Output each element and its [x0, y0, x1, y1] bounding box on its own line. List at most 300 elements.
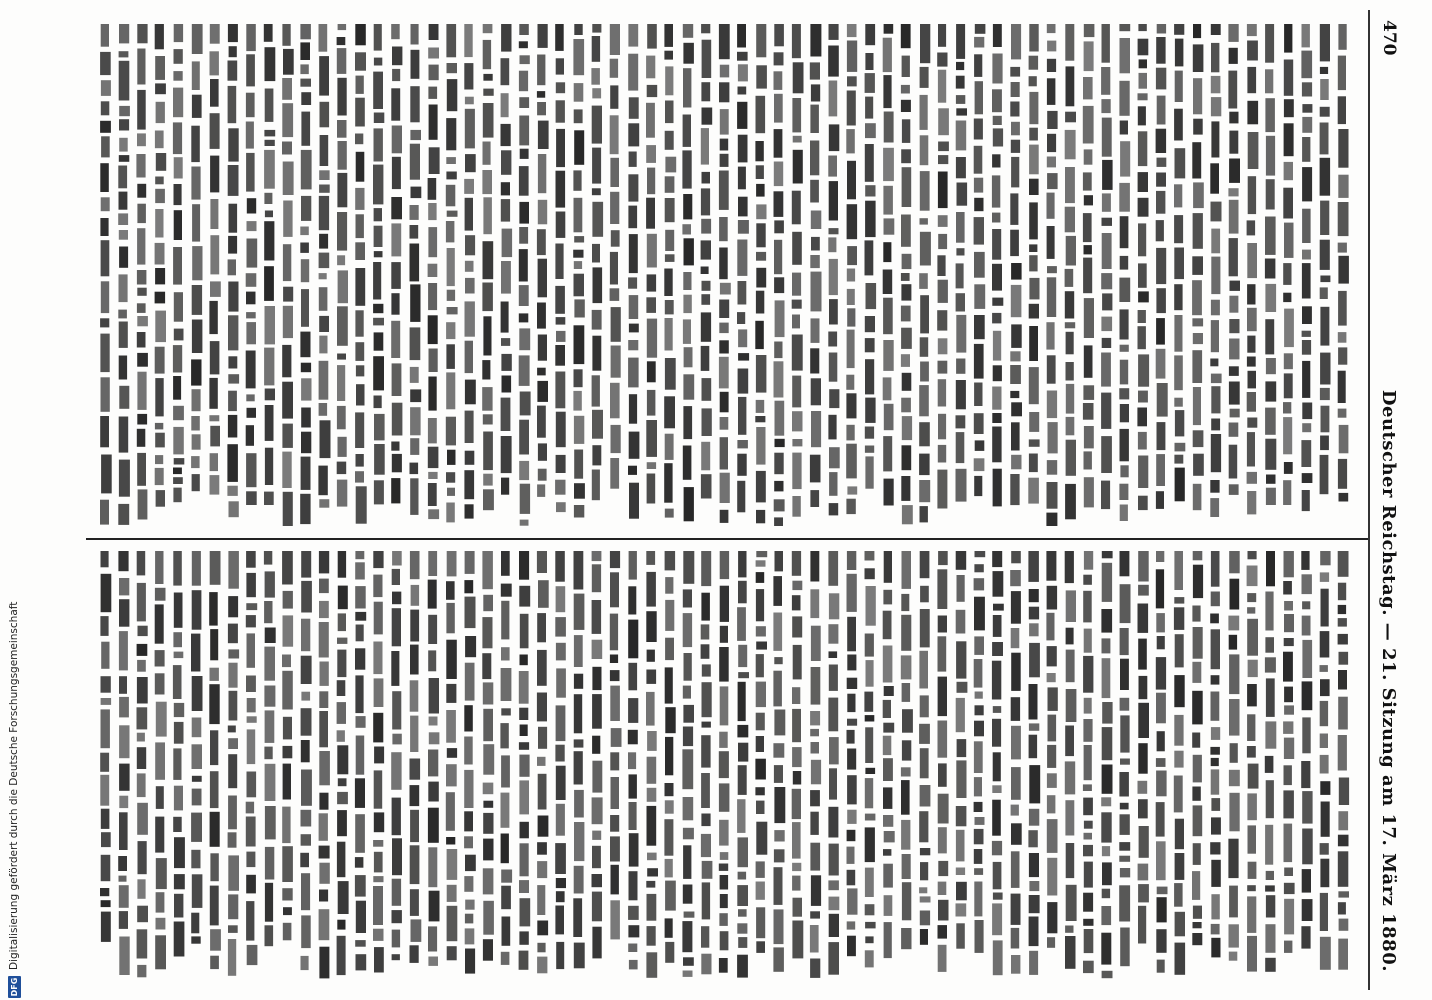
word-glyph [356, 901, 366, 933]
word-glyph [956, 641, 966, 678]
word-glyph [884, 24, 894, 34]
word-glyph [1338, 291, 1347, 326]
word-glyph [373, 840, 383, 847]
word-glyph [465, 261, 474, 272]
word-glyph [683, 295, 691, 313]
word-glyph [556, 129, 565, 167]
word-glyph [1283, 652, 1293, 682]
word-glyph [410, 86, 419, 122]
word-glyph [938, 882, 947, 895]
word-glyph [1338, 551, 1349, 577]
word-glyph [902, 119, 910, 143]
word-glyph [702, 378, 712, 401]
word-glyph [628, 277, 637, 288]
word-glyph [1193, 78, 1202, 114]
word-glyph [647, 926, 656, 946]
word-glyph [556, 502, 566, 512]
word-glyph [100, 218, 108, 236]
word-glyph [1247, 593, 1256, 602]
word-glyph [1229, 339, 1239, 360]
word-glyph [192, 718, 202, 738]
word-glyph [319, 579, 329, 594]
word-glyph [1157, 158, 1167, 167]
word-glyph [1102, 551, 1113, 558]
word-glyph [1156, 771, 1167, 797]
word-glyph [865, 827, 875, 862]
word-glyph [410, 367, 419, 383]
word-glyph [1083, 403, 1094, 420]
word-glyph [574, 236, 584, 242]
word-glyph [592, 736, 600, 754]
word-glyph [446, 221, 455, 242]
word-glyph [847, 161, 856, 200]
word-glyph [192, 61, 200, 90]
word-glyph [1228, 71, 1237, 109]
word-glyph [301, 289, 309, 327]
word-glyph [1066, 590, 1076, 622]
word-glyph [1284, 309, 1294, 348]
word-glyph [610, 900, 620, 939]
word-glyph [1138, 906, 1146, 944]
word-glyph [502, 376, 512, 393]
word-glyph [974, 284, 985, 309]
word-glyph [356, 384, 365, 405]
word-glyph [738, 329, 747, 347]
word-glyph [555, 24, 564, 51]
word-glyph [1211, 592, 1220, 607]
word-glyph [1174, 355, 1183, 390]
word-glyph [410, 551, 420, 579]
word-glyph [738, 837, 749, 867]
word-glyph [956, 212, 965, 243]
word-glyph [920, 295, 929, 333]
word-glyph [610, 752, 619, 770]
word-glyph [519, 166, 529, 196]
word-glyph [683, 957, 694, 966]
word-glyph [1065, 926, 1073, 933]
word-glyph [465, 109, 475, 149]
word-glyph [1065, 291, 1074, 318]
word-glyph [992, 175, 1000, 207]
word-glyph [1302, 117, 1312, 133]
word-glyph [428, 264, 438, 277]
word-glyph [410, 389, 421, 402]
word-glyph [1120, 715, 1129, 752]
word-glyph [301, 259, 309, 282]
word-glyph [1011, 140, 1020, 153]
word-glyph [228, 596, 238, 617]
word-glyph [374, 852, 383, 873]
word-glyph [155, 209, 163, 238]
word-glyph [919, 480, 930, 502]
word-glyph [1338, 811, 1348, 830]
word-glyph [865, 201, 876, 237]
word-glyph [920, 362, 929, 382]
word-glyph [355, 940, 366, 947]
word-glyph [756, 713, 765, 731]
word-glyph [356, 152, 365, 182]
word-glyph [1138, 551, 1149, 582]
word-glyph [210, 199, 218, 229]
word-glyph [811, 411, 821, 447]
word-glyph [646, 297, 656, 313]
page-number: 470 [1379, 20, 1399, 56]
word-glyph [701, 24, 710, 33]
word-glyph [464, 811, 473, 831]
word-glyph [1193, 430, 1204, 447]
word-glyph [1320, 781, 1330, 795]
word-glyph [1247, 746, 1256, 758]
word-glyph [665, 942, 674, 963]
word-glyph [156, 892, 165, 912]
word-glyph [1156, 288, 1166, 313]
word-glyph [756, 551, 767, 557]
word-glyph [901, 85, 910, 94]
word-glyph [137, 133, 146, 146]
word-glyph [684, 912, 695, 918]
word-glyph [684, 238, 694, 265]
word-glyph [1029, 589, 1039, 602]
header-rule [1368, 10, 1370, 990]
word-glyph [301, 619, 310, 652]
word-glyph [410, 785, 420, 806]
word-glyph [1338, 583, 1346, 601]
word-glyph [737, 481, 745, 513]
word-glyph [647, 24, 657, 49]
word-glyph [1101, 481, 1110, 510]
word-glyph [537, 484, 545, 497]
word-glyph [428, 178, 437, 200]
word-glyph [556, 100, 565, 122]
digitisation-notice [6, 598, 22, 998]
word-glyph [101, 136, 110, 157]
word-glyph [1265, 98, 1275, 132]
word-glyph [174, 837, 185, 868]
word-glyph [611, 230, 620, 247]
word-glyph [319, 499, 329, 508]
word-glyph [465, 278, 475, 294]
word-glyph [391, 442, 399, 451]
word-glyph [429, 24, 439, 40]
word-glyph [573, 391, 581, 411]
word-glyph [300, 24, 311, 39]
word-glyph [1229, 48, 1238, 64]
word-glyph [282, 888, 292, 900]
word-glyph [884, 479, 894, 506]
word-glyph [883, 590, 892, 605]
word-glyph [428, 509, 439, 519]
word-glyph [1102, 24, 1110, 63]
word-glyph [501, 199, 510, 222]
word-glyph [1047, 586, 1058, 610]
word-glyph [337, 638, 347, 644]
word-glyph [1320, 679, 1330, 696]
word-glyph [829, 651, 838, 658]
word-glyph [1083, 172, 1092, 190]
word-glyph [847, 551, 856, 570]
word-glyph [356, 625, 364, 642]
word-glyph [173, 477, 183, 484]
word-glyph [319, 751, 330, 785]
word-glyph [919, 724, 930, 744]
word-glyph [1320, 123, 1329, 155]
word-glyph [792, 24, 801, 58]
word-glyph [1192, 691, 1203, 725]
word-glyph [119, 138, 128, 152]
word-glyph [282, 424, 293, 448]
word-glyph [373, 575, 382, 598]
word-glyph [283, 492, 293, 526]
word-glyph [1029, 881, 1039, 891]
word-glyph [1338, 129, 1348, 168]
word-glyph [320, 135, 329, 166]
word-glyph [137, 24, 147, 43]
word-glyph [592, 202, 603, 237]
word-glyph [191, 167, 200, 200]
word-glyph [920, 848, 930, 855]
word-glyph [101, 900, 111, 907]
word-glyph [1029, 809, 1039, 826]
word-glyph [555, 745, 564, 762]
word-glyph [247, 198, 256, 213]
word-glyph [993, 331, 1001, 361]
word-glyph [938, 827, 947, 853]
word-glyph [374, 602, 383, 635]
word-glyph [337, 78, 346, 116]
word-glyph [592, 892, 602, 922]
word-glyph [119, 230, 128, 240]
word-glyph [1083, 575, 1092, 585]
word-glyph [956, 76, 965, 89]
word-glyph [775, 551, 784, 571]
word-glyph [756, 96, 766, 133]
word-glyph [810, 959, 820, 978]
word-glyph [810, 729, 819, 736]
word-glyph [428, 615, 437, 644]
word-glyph [465, 341, 473, 373]
word-glyph [447, 551, 457, 576]
word-glyph [1192, 280, 1202, 315]
word-glyph [592, 148, 601, 184]
word-glyph [392, 608, 401, 646]
word-glyph [1284, 765, 1292, 785]
word-glyph [429, 717, 438, 726]
word-glyph [1047, 355, 1056, 383]
word-glyph [155, 423, 163, 430]
word-glyph [410, 225, 419, 239]
word-glyph [829, 447, 840, 468]
word-glyph [1193, 484, 1202, 510]
word-glyph [792, 595, 801, 610]
word-glyph [901, 306, 911, 322]
word-glyph [501, 150, 511, 175]
word-glyph [1229, 382, 1240, 405]
word-glyph [537, 613, 546, 642]
word-glyph [209, 301, 217, 334]
word-glyph [465, 551, 475, 574]
word-glyph [956, 923, 965, 948]
word-glyph [374, 747, 384, 764]
word-glyph [465, 154, 476, 172]
word-glyph [574, 751, 583, 784]
word-glyph [446, 157, 456, 164]
word-glyph [1211, 629, 1220, 669]
word-glyph [1120, 759, 1130, 765]
word-glyph [1029, 684, 1038, 720]
word-glyph [647, 390, 656, 416]
word-glyph [1192, 350, 1202, 383]
word-glyph [1320, 701, 1328, 726]
word-glyph [756, 642, 767, 650]
word-glyph [628, 206, 637, 229]
word-glyph [975, 440, 985, 451]
word-glyph [174, 722, 184, 744]
word-glyph [646, 572, 656, 607]
word-glyph [264, 24, 273, 42]
word-glyph [1210, 842, 1220, 854]
word-glyph [1302, 403, 1312, 420]
word-glyph [556, 878, 566, 888]
word-glyph [1266, 780, 1274, 818]
word-glyph [719, 732, 728, 748]
word-glyph [646, 670, 656, 684]
word-glyph [446, 372, 455, 409]
word-glyph [920, 337, 929, 357]
word-glyph [1048, 687, 1058, 711]
word-glyph [883, 38, 892, 72]
word-glyph [792, 411, 803, 431]
word-glyph [1084, 24, 1095, 37]
word-glyph [682, 749, 693, 789]
word-glyph [155, 24, 164, 49]
word-glyph [901, 215, 911, 247]
word-glyph [1010, 67, 1020, 77]
word-glyph [956, 95, 965, 104]
word-glyph [265, 89, 274, 122]
word-glyph [992, 427, 1001, 463]
word-glyph [957, 739, 967, 757]
word-glyph [1247, 472, 1257, 484]
word-glyph [1047, 460, 1057, 475]
word-glyph [1229, 423, 1239, 437]
word-glyph [246, 394, 254, 401]
word-glyph [1156, 173, 1166, 187]
word-glyph [919, 385, 929, 416]
word-glyph [756, 291, 764, 314]
word-glyph [537, 757, 546, 766]
word-glyph [1102, 971, 1113, 978]
word-glyph [118, 166, 127, 189]
word-glyph [392, 879, 401, 906]
word-glyph [1175, 943, 1186, 975]
word-glyph [902, 505, 913, 524]
word-glyph [1230, 743, 1238, 763]
word-glyph [447, 488, 455, 496]
word-glyph [447, 450, 456, 465]
word-glyph [610, 192, 619, 224]
word-glyph [1138, 496, 1148, 510]
word-glyph [811, 272, 822, 312]
word-glyph [1265, 259, 1276, 279]
word-glyph [628, 358, 639, 388]
word-glyph [1047, 78, 1056, 105]
word-glyph [920, 506, 928, 522]
word-glyph [210, 51, 219, 75]
word-glyph [247, 945, 258, 965]
word-glyph [884, 831, 895, 842]
word-glyph [792, 273, 801, 296]
word-glyph [1265, 924, 1275, 953]
word-glyph [792, 709, 801, 742]
word-glyph [228, 551, 239, 589]
word-glyph [1047, 193, 1055, 219]
word-glyph [101, 574, 112, 612]
word-glyph [1029, 202, 1038, 239]
word-glyph [1138, 585, 1149, 596]
word-glyph [1065, 726, 1074, 757]
word-glyph [974, 882, 982, 917]
word-glyph [101, 551, 109, 567]
word-glyph [829, 259, 838, 295]
word-glyph [192, 776, 202, 782]
word-glyph [1120, 584, 1131, 623]
word-glyph [210, 853, 218, 881]
word-glyph [155, 604, 164, 643]
word-glyph [682, 921, 692, 952]
word-glyph [1066, 843, 1075, 878]
word-glyph [719, 913, 727, 926]
word-glyph [866, 586, 876, 626]
word-glyph [265, 140, 275, 146]
word-glyph [1011, 851, 1020, 888]
word-glyph [246, 817, 256, 847]
word-glyph [701, 219, 711, 234]
word-glyph [265, 710, 275, 743]
word-glyph [737, 312, 745, 324]
word-glyph [756, 654, 764, 677]
word-glyph [629, 432, 640, 459]
word-glyph [902, 254, 912, 269]
word-glyph [738, 281, 747, 305]
word-glyph [920, 695, 929, 717]
word-glyph [228, 374, 239, 383]
word-glyph [137, 707, 148, 729]
word-glyph [446, 172, 456, 180]
word-glyph [247, 698, 256, 712]
word-glyph [101, 832, 111, 847]
word-glyph [773, 576, 782, 606]
word-glyph [938, 861, 948, 876]
word-glyph [828, 807, 838, 838]
word-glyph [556, 317, 566, 325]
word-glyph [1247, 714, 1255, 741]
word-glyph [520, 484, 530, 514]
word-glyph [756, 252, 766, 261]
word-glyph [683, 43, 694, 64]
word-glyph [1011, 324, 1022, 348]
word-glyph [337, 730, 345, 742]
word-glyph [229, 46, 237, 57]
word-glyph [920, 218, 928, 224]
word-glyph [792, 581, 802, 590]
word-glyph [538, 335, 547, 361]
word-glyph [974, 597, 985, 631]
word-glyph [337, 306, 348, 346]
word-glyph [992, 89, 1002, 112]
word-glyph [628, 340, 638, 350]
word-glyph [1101, 609, 1112, 633]
word-glyph [574, 83, 584, 102]
